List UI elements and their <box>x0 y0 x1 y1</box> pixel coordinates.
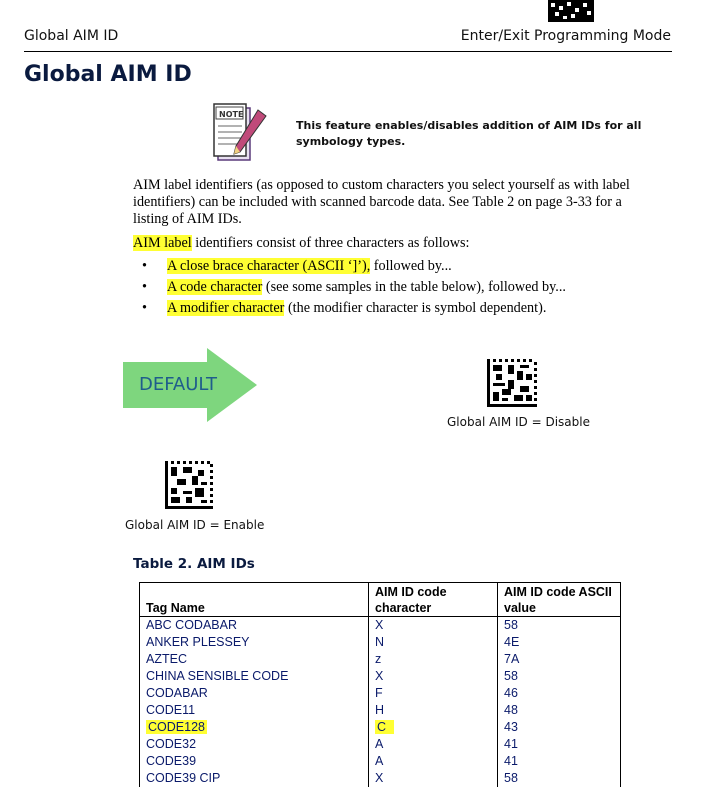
ascii-value-cell: 58 <box>498 617 621 635</box>
header-rule <box>24 51 672 52</box>
list-item-text: followed by... <box>370 258 452 274</box>
list-item-text: (see some samples in the table below), followed by... <box>262 279 566 295</box>
aim-structure-paragraph <box>133 235 658 252</box>
tag-name-cell: CODABAR <box>140 685 369 702</box>
code-character-cell: F <box>369 685 498 702</box>
table-row <box>140 753 621 770</box>
tag-name-cell: CODE32 <box>140 736 369 753</box>
tag-name-highlight: CODE128 <box>148 720 205 734</box>
note-icon-label: NOTE <box>219 110 244 119</box>
code-character-cell: A <box>369 753 498 770</box>
intro-paragraph: AIM label identifiers (as opposed to custom characters you select yourself as with label identifiers) can be included with scanned barcode data. See Table 2 on page 3-33 for a listing of AIM IDs. <box>133 177 630 227</box>
list-item: • A modifier character (the modifier character is symbol dependent). <box>142 300 547 316</box>
tag-name-cell: ABC CODABAR <box>140 617 369 635</box>
tag-name-cell: CHINA SENSIBLE CODE <box>140 668 369 685</box>
ascii-value-cell: 43 <box>498 719 621 736</box>
note-icon <box>212 102 270 164</box>
code-character-cell <box>369 719 498 736</box>
list-item-text: (the modifier character is symbol dependent). <box>284 300 547 316</box>
code-character-cell: N <box>369 634 498 651</box>
tag-name-cell: ANKER PLESSEY <box>140 634 369 651</box>
ascii-value-cell: 58 <box>498 770 621 787</box>
ascii-value-cell: 48 <box>498 702 621 719</box>
tag-name-cell: CODE11 <box>140 702 369 719</box>
code-character-cell: A <box>369 736 498 753</box>
table-row <box>140 736 621 753</box>
code-character-cell: X <box>369 668 498 685</box>
code-character-cell: z <box>369 651 498 668</box>
table-row <box>140 668 621 685</box>
column-header-code-character: AIM ID code character <box>369 583 498 617</box>
table-row <box>140 685 621 702</box>
ascii-value-cell: 46 <box>498 685 621 702</box>
tag-name-cell: CODE39 <box>140 753 369 770</box>
table-row <box>140 651 621 668</box>
aim-label-highlight: AIM label <box>133 235 192 251</box>
default-label: DEFAULT <box>139 374 217 395</box>
header-section-title: Global AIM ID <box>24 28 119 44</box>
table-row <box>140 634 621 651</box>
list-item-highlight: A modifier character <box>167 300 285 316</box>
list-item: • A close brace character (ASCII ‘]’), followed by... <box>142 258 452 274</box>
top-barcode-fragment <box>548 0 594 22</box>
disable-barcode-label: Global AIM ID = Disable <box>447 415 590 429</box>
table-title: Table 2. AIM IDs <box>133 556 255 572</box>
column-header-ascii-value: AIM ID code ASCII value <box>498 583 621 617</box>
tag-name-cell: AZTEC <box>140 651 369 668</box>
ascii-value-cell: 7A <box>498 651 621 668</box>
table-row <box>140 702 621 719</box>
ascii-value-cell: 41 <box>498 753 621 770</box>
aim-structure-text: identifiers consist of three characters as follows: <box>191 235 470 251</box>
table-row-highlighted <box>140 719 621 736</box>
code-character-cell: X <box>369 617 498 635</box>
code-character-highlight: C <box>375 720 394 734</box>
page-title: Global AIM ID <box>24 62 192 87</box>
ascii-value-cell: 4E <box>498 634 621 651</box>
tag-name-cell: CODE39 CIP <box>140 770 369 787</box>
aim-id-table <box>139 582 621 787</box>
ascii-value-cell: 58 <box>498 668 621 685</box>
header-chapter-title: Enter/Exit Programming Mode <box>460 28 671 44</box>
code-character-cell: H <box>369 702 498 719</box>
disable-barcode[interactable] <box>487 359 537 407</box>
column-header-tag-name: Tag Name <box>140 583 369 617</box>
code-character-cell: X <box>369 770 498 787</box>
enable-barcode[interactable] <box>165 461 213 509</box>
tag-name-cell <box>140 719 369 736</box>
list-item: • A code character (see some samples in the table below), followed by... <box>142 279 566 295</box>
list-item-highlight: A code character <box>167 279 263 295</box>
table-row <box>140 770 621 787</box>
note-text: This feature enables/disables addition of AIM IDs for all symbology types. <box>296 119 642 148</box>
table-row <box>140 617 621 635</box>
enable-barcode-label: Global AIM ID = Enable <box>125 518 265 532</box>
ascii-value-cell: 41 <box>498 736 621 753</box>
default-arrow <box>123 348 257 422</box>
list-item-highlight: A close brace character (ASCII ‘]’), <box>167 258 371 274</box>
aim-character-list <box>133 256 566 319</box>
